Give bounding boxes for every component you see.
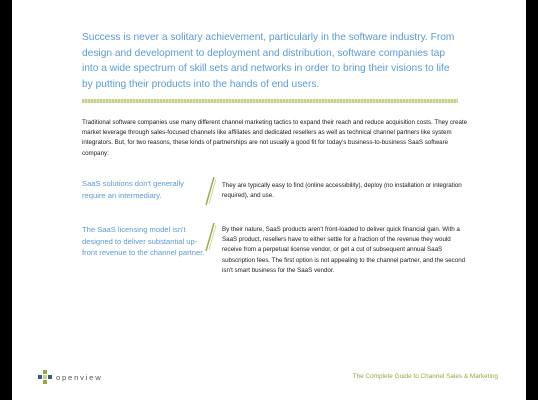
- logo-text: openview: [56, 372, 103, 382]
- footer-title: The Complete Guide to Channel Sales & Marketing: [352, 373, 498, 380]
- reason-2-detail: By their nature, SaaS products aren't front-loaded to deliver quick financial gain. With a SaaS product, resellers have to either settle for a fraction of the revenue they would receive from a perpetual license vendor, or get a cut of subsequent annual SaaS subscription fees. The first option is not appealing to the channel partner, and the second isn't smart business for the SaaS vendor.: [222, 226, 466, 274]
- reason-2-callout: The SaaS licensing model isn't designed to deliver substantial up-front revenue to the channel partner.: [82, 225, 205, 258]
- section-divider: [82, 99, 458, 103]
- logo-mark-icon: [38, 370, 52, 384]
- slash-divider-icon: [204, 222, 214, 223]
- reason-1-callout: SaaS solutions don't generally require an intermediary.: [82, 179, 184, 200]
- slash-divider-icon: [204, 176, 214, 177]
- document-page: [12, 0, 526, 400]
- reason-1-detail: They are typically easy to find (online accessibility), deploy (no installation or integration required), and use.: [222, 182, 462, 200]
- body-paragraph: Traditional software companies use many different channel marketing tactics to expand their reach and reduce acquisition costs. They create market leverage through sales-focused channels like affiliates and dedicated resellers as well as technical channel partners like system integrators. But, for two reasons, these kinds of partnerships are not usually a good fit for today's business-to-business SaaS software company:: [82, 119, 468, 157]
- openview-logo: [38, 370, 102, 384]
- intro-text: Success is never a solitary achievement, particularly in the software industry. From design and development to deployment and distribution, software companies tap into a wide spectrum of skill sets and networks in order to bring their visions to life by putting their products into the hands of end users.: [82, 32, 455, 90]
